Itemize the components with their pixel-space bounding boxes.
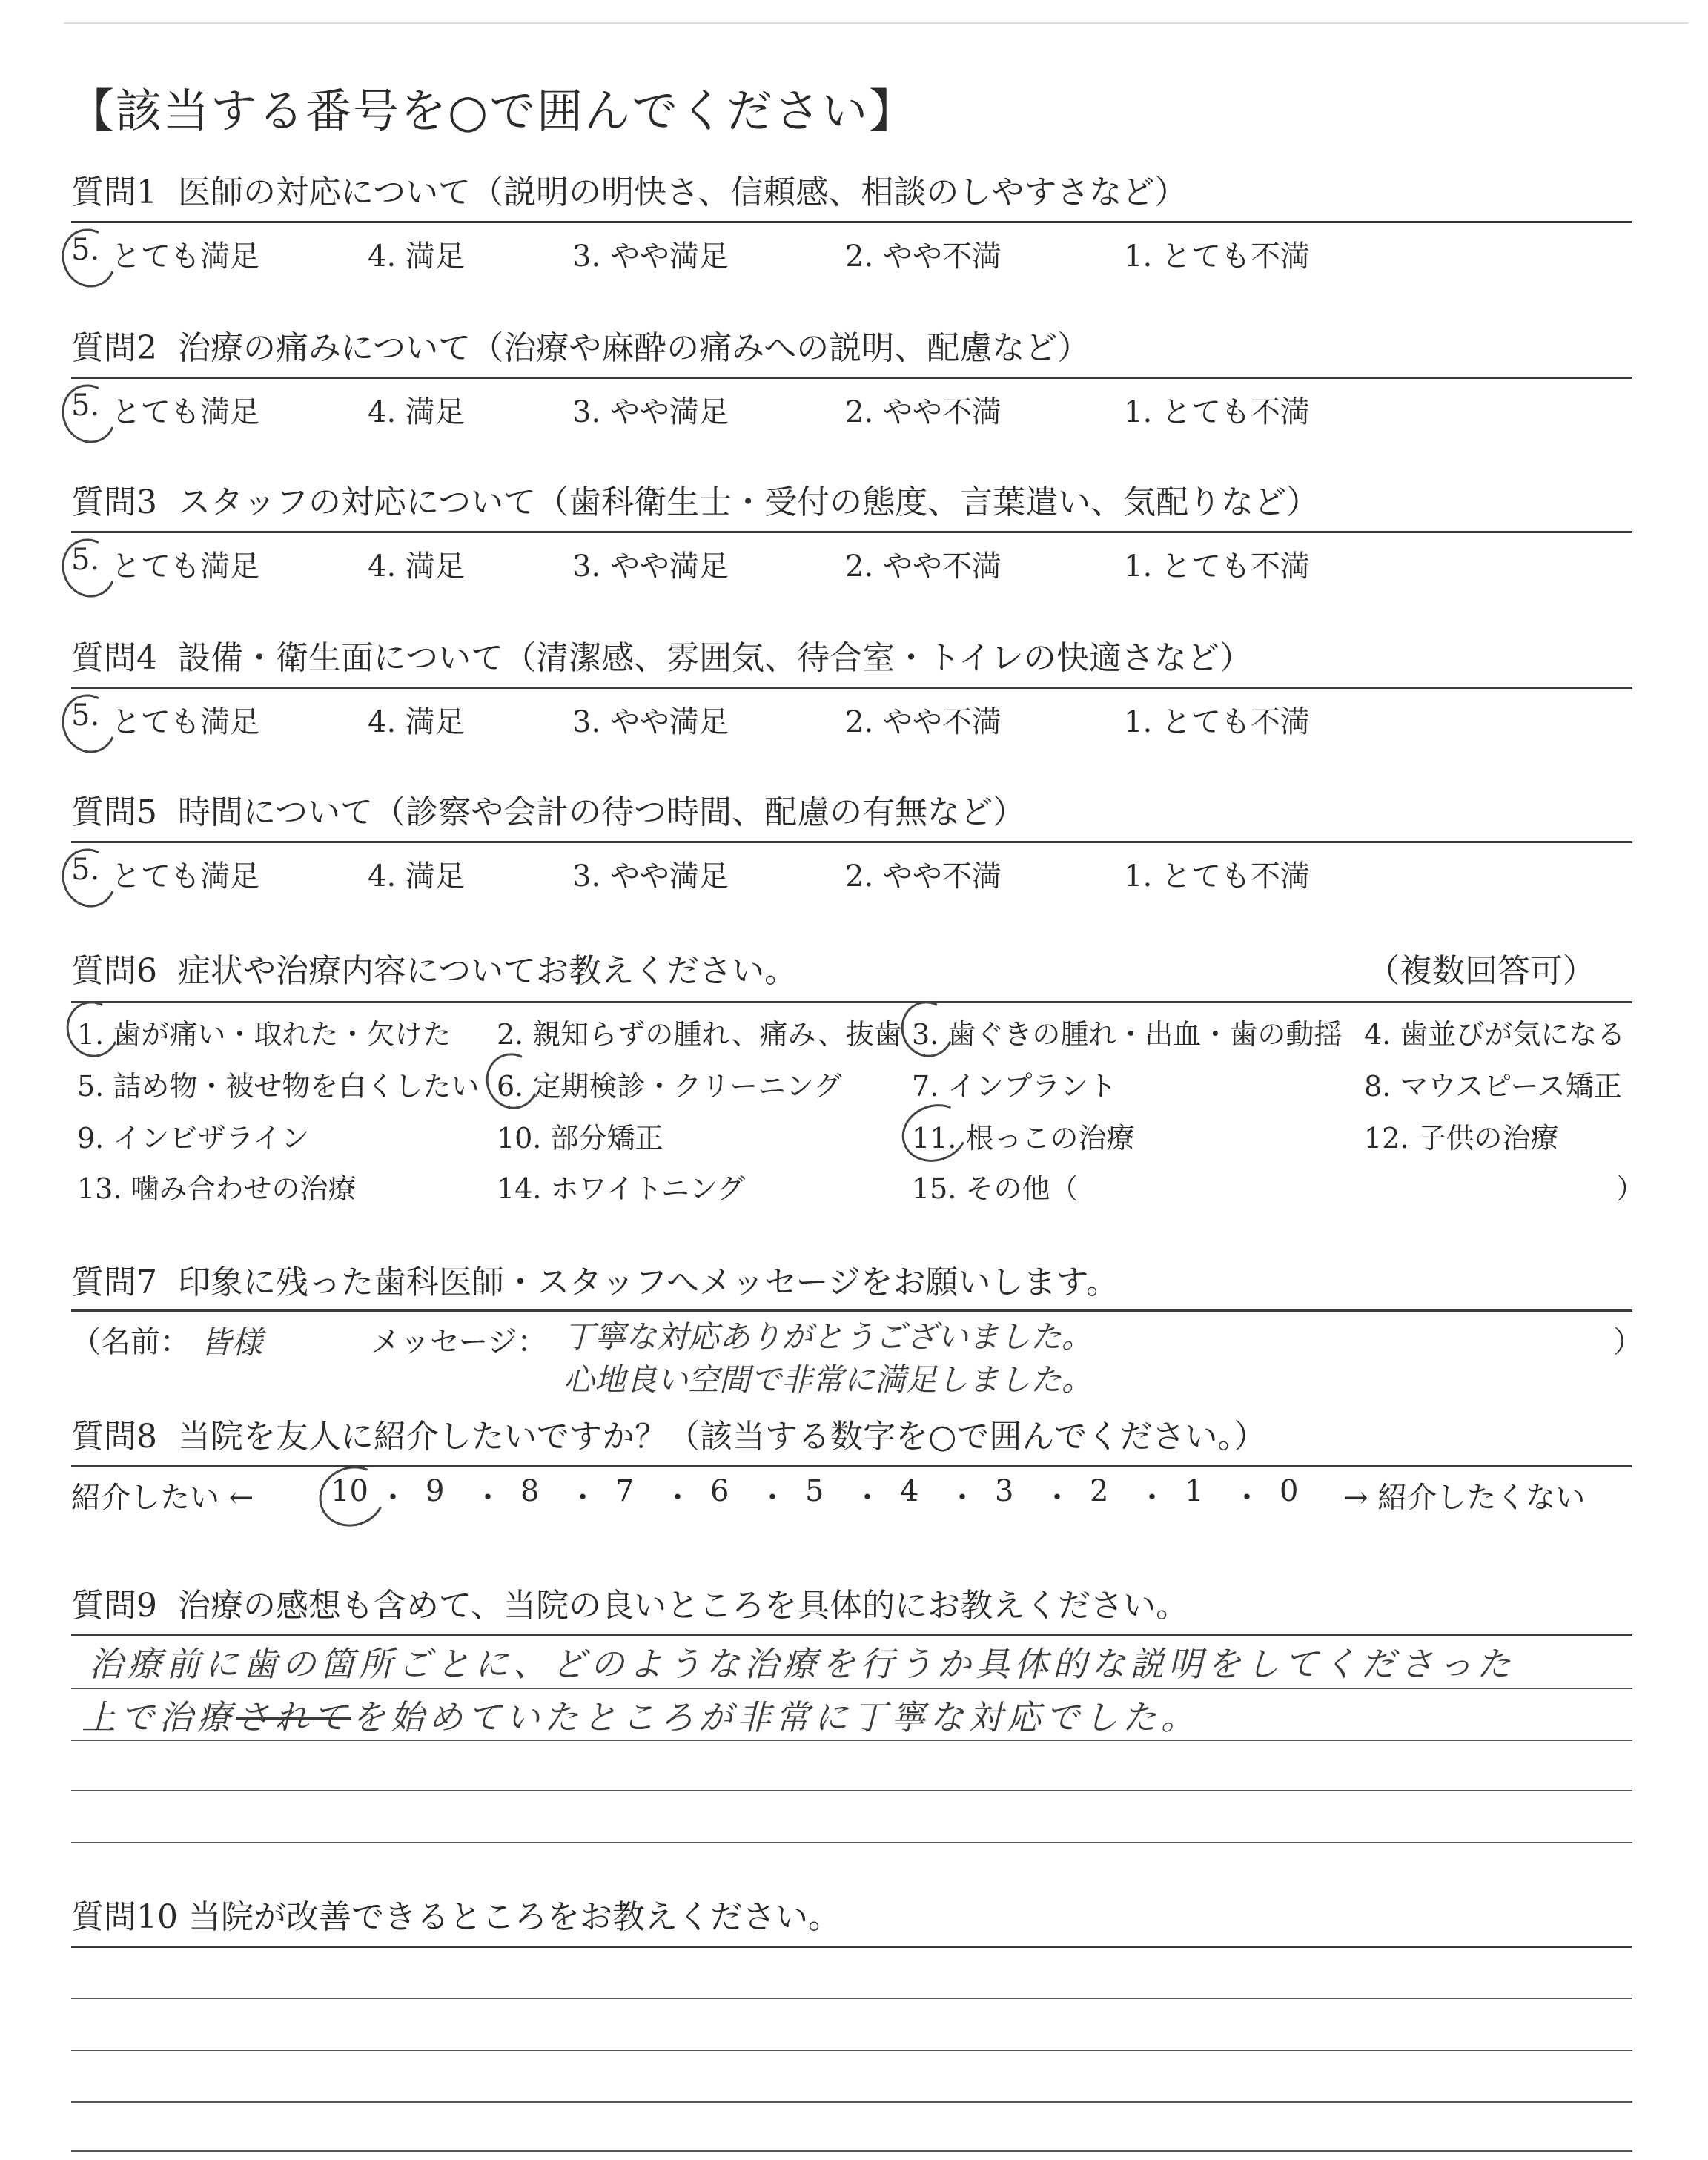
q6-item[interactable]: 11. 根っこの治療 (912, 1122, 1135, 1155)
scale-separator: ・ (1137, 1481, 1167, 1515)
q8-rule (71, 1465, 1632, 1467)
scale-separator: ・ (853, 1481, 882, 1515)
q6-note: （複数回答可） (1367, 952, 1595, 990)
rating-option[interactable]: 3. やや満足 (572, 549, 729, 584)
q3-label: 質問3 (71, 483, 157, 521)
scale-value[interactable]: 7 (615, 1474, 635, 1508)
q6-item[interactable]: 15. その他（ (912, 1172, 1079, 1205)
scale-value[interactable]: 5 (805, 1474, 824, 1508)
rating-option[interactable]: 4. 満足 (368, 549, 465, 584)
q10-writing-line (71, 2150, 1632, 2152)
rating-option[interactable]: 3. やや満足 (572, 395, 729, 429)
q10-writing-line (71, 2050, 1632, 2051)
q9-rule (71, 1634, 1632, 1636)
q9-text: 治療の感想も含めて、当院の良いところを具体的にお教えください。 (177, 1587, 1189, 1625)
rating-option[interactable]: 5. (71, 389, 100, 423)
rating-option[interactable]: 4. 満足 (368, 240, 465, 274)
q7-name-value: 皆様 (200, 1324, 263, 1361)
q6-item[interactable]: 10. 部分矯正 (497, 1122, 663, 1155)
q7-message-line-1: 丁寧な対応ありがとうございました。 (563, 1318, 1093, 1355)
scale-value[interactable]: 3 (995, 1474, 1014, 1508)
rating-option[interactable]: 1. とても不満 (1124, 705, 1310, 739)
q1-heading (71, 171, 1187, 215)
rating-option[interactable]: とても満足 (111, 705, 259, 739)
q7-rule (71, 1309, 1632, 1312)
rating-option[interactable]: 4. 満足 (368, 859, 465, 894)
rating-option[interactable]: 5. (71, 853, 100, 887)
scale-separator: ・ (947, 1481, 977, 1515)
q9-writing-line (71, 1688, 1632, 1689)
q4-label: 質問4 (71, 639, 157, 677)
q6-heading (71, 949, 797, 994)
hand-drawn-circle (311, 1457, 394, 1536)
q10-writing-line (71, 2101, 1632, 2103)
q6-item[interactable]: 8. マウスピース矯正 (1364, 1070, 1622, 1103)
scale-value[interactable]: 0 (1280, 1474, 1299, 1508)
q6-item[interactable]: 14. ホワイトニング (497, 1172, 746, 1205)
rating-option[interactable]: 2. やや不満 (845, 705, 1002, 739)
q3-text: スタッフの対応について（歯科衛生士・受付の態度、言葉遣い、気配りなど） (177, 483, 1320, 521)
q5-heading (71, 790, 1025, 835)
q8-right-label: → 紹介したくない (1343, 1481, 1586, 1515)
q7-message-label: メッセージ： (371, 1325, 547, 1359)
rating-option[interactable]: 3. やや満足 (572, 705, 729, 739)
rating-option[interactable]: 2. やや不満 (845, 859, 1002, 894)
rating-option[interactable]: 1. とても不満 (1124, 859, 1310, 894)
q9-line-2-end: を始めていたところが非常に丁寧な対応でした。 (351, 1697, 1199, 1737)
scale-value[interactable]: 6 (710, 1474, 729, 1508)
q7-heading (71, 1261, 1119, 1305)
hand-drawn-circle (894, 1095, 976, 1171)
scale-value[interactable]: 9 (426, 1474, 445, 1508)
q1-text: 医師の対応について（説明の明快さ、信頼感、相談のしやすさなど） (177, 174, 1188, 211)
q1-rule (71, 221, 1632, 223)
rating-option[interactable]: 2. やや不満 (845, 549, 1002, 584)
q9-answer-line-1: 治療前に歯の箇所ごとに、どのような治療を行うか具体的な説明をしてくださった (89, 1644, 1515, 1684)
q2-heading (71, 326, 1090, 371)
rating-option[interactable]: 2. やや不満 (845, 395, 1002, 429)
q6-item[interactable]: 9. インビザライン (77, 1122, 310, 1155)
rating-option[interactable]: とても満足 (111, 549, 259, 584)
scale-value[interactable]: 2 (1090, 1474, 1109, 1508)
q8-text: 当院を友人に紹介したいですか？（該当する数字を○で囲んでください。） (177, 1418, 1267, 1456)
rating-option[interactable]: 1. とても不満 (1124, 395, 1310, 429)
scale-separator: ・ (568, 1481, 598, 1515)
q9-heading (71, 1584, 1188, 1628)
hand-drawn-circle (893, 994, 961, 1064)
q9-writing-line (71, 1790, 1632, 1791)
q10-label: 質問10 (71, 1898, 178, 1936)
q10-rule (71, 1946, 1632, 1948)
rating-option[interactable]: 5. (71, 698, 100, 733)
scale-separator: ・ (378, 1481, 408, 1515)
scale-separator: ・ (758, 1481, 787, 1515)
scale-value[interactable]: 10 (331, 1474, 368, 1508)
q9-line-2-start: 上で治療 (82, 1697, 236, 1737)
q2-rule (71, 377, 1632, 379)
q9-writing-line (71, 1842, 1632, 1843)
rating-option[interactable]: とても満足 (111, 395, 259, 429)
q6-item[interactable]: 6. 定期検診・クリーニング (497, 1070, 842, 1103)
q10-text: 当院が改善できるところをお教えください。 (188, 1898, 841, 1936)
q6-item[interactable]: 2. 親知らずの腫れ、痛み、抜歯 (497, 1018, 902, 1051)
scale-separator: ・ (663, 1481, 692, 1515)
rating-option[interactable]: 1. とても不満 (1124, 240, 1310, 274)
q6-other-close[interactable]: ） (1616, 1172, 1645, 1205)
q5-rule (71, 841, 1632, 843)
q7-message-line-2: 心地良い空間で非常に満足しました。 (563, 1361, 1093, 1398)
scale-value[interactable]: 1 (1185, 1474, 1204, 1508)
scale-separator: ・ (1232, 1481, 1262, 1515)
q8-left-label: 紹介したい ← (71, 1481, 254, 1515)
q10-heading (71, 1895, 841, 1940)
rating-option[interactable]: 5. (71, 543, 100, 577)
scale-separator: ・ (1042, 1481, 1072, 1515)
page-title: 【該当する番号を○で囲んでください】 (68, 84, 917, 138)
rating-option[interactable]: 4. 満足 (368, 705, 465, 739)
q2-text: 治療の痛みについて（治療や麻酔の痛みへの説明、配慮など） (177, 329, 1090, 367)
rating-option[interactable]: とても満足 (111, 859, 259, 894)
rating-option[interactable]: 1. とても不満 (1124, 549, 1310, 584)
q6-item[interactable]: 5. 詰め物・被せ物を白くしたい (77, 1070, 480, 1103)
q3-rule (71, 531, 1632, 533)
q6-rule (71, 1001, 1632, 1003)
q8-heading (71, 1415, 1266, 1459)
rating-option[interactable]: 3. やや満足 (572, 859, 729, 894)
q7-text: 印象に残った歯科医師・スタッフへメッセージをお願いします。 (177, 1264, 1119, 1301)
q7-name-label: （名前： (71, 1325, 190, 1359)
scale-value[interactable]: 8 (520, 1474, 540, 1508)
q6-item[interactable]: 4. 歯並びが気になる (1364, 1018, 1626, 1051)
hand-drawn-circle (59, 994, 127, 1064)
q6-item[interactable]: 12. 子供の治療 (1364, 1122, 1559, 1155)
q6-item[interactable]: 1. 歯が痛い・取れた・欠けた (77, 1018, 451, 1051)
q6-item[interactable]: 13. 噛み合わせの治療 (77, 1172, 357, 1205)
q9-answer-line-2 (82, 1691, 1199, 1740)
q9-writing-line (71, 1740, 1632, 1741)
rating-option[interactable]: 2. やや不満 (845, 240, 1002, 274)
q1-label: 質問1 (71, 174, 157, 211)
q5-text: 時間について（診察や会計の待つ時間、配慮の有無など） (177, 793, 1026, 831)
q4-text: 設備・衛生面について（清潔感、雰囲気、待合室・トイレの快適さなど） (177, 639, 1252, 677)
q7-close-paren: ） (1613, 1325, 1643, 1359)
hand-drawn-circle (478, 1046, 546, 1116)
rating-option[interactable]: 4. 満足 (368, 395, 465, 429)
q6-item[interactable]: 7. インプラント (912, 1070, 1117, 1103)
scale-separator: ・ (473, 1481, 503, 1515)
rating-option[interactable]: 5. (71, 233, 100, 267)
q8-label: 質問8 (71, 1418, 157, 1456)
q4-rule (71, 687, 1632, 689)
q2-label: 質問2 (71, 329, 157, 367)
scan-top-edge (64, 22, 1689, 24)
q6-label: 質問6 (71, 952, 157, 990)
q3-heading (71, 480, 1319, 525)
q4-heading (71, 636, 1252, 681)
q7-label: 質問7 (71, 1264, 157, 1301)
rating-option[interactable]: 3. やや満足 (572, 240, 729, 274)
q6-text: 症状や治療内容についてお教えください。 (177, 952, 798, 990)
q10-writing-line (71, 1998, 1632, 1999)
rating-option[interactable]: とても満足 (111, 240, 259, 274)
q5-label: 質問5 (71, 793, 157, 831)
q9-struck-text: されて (236, 1697, 351, 1737)
q9-label: 質問9 (71, 1587, 157, 1625)
scale-value[interactable]: 4 (900, 1474, 919, 1508)
q6-item[interactable]: 3. 歯ぐきの腫れ・出血・歯の動揺 (912, 1018, 1343, 1051)
